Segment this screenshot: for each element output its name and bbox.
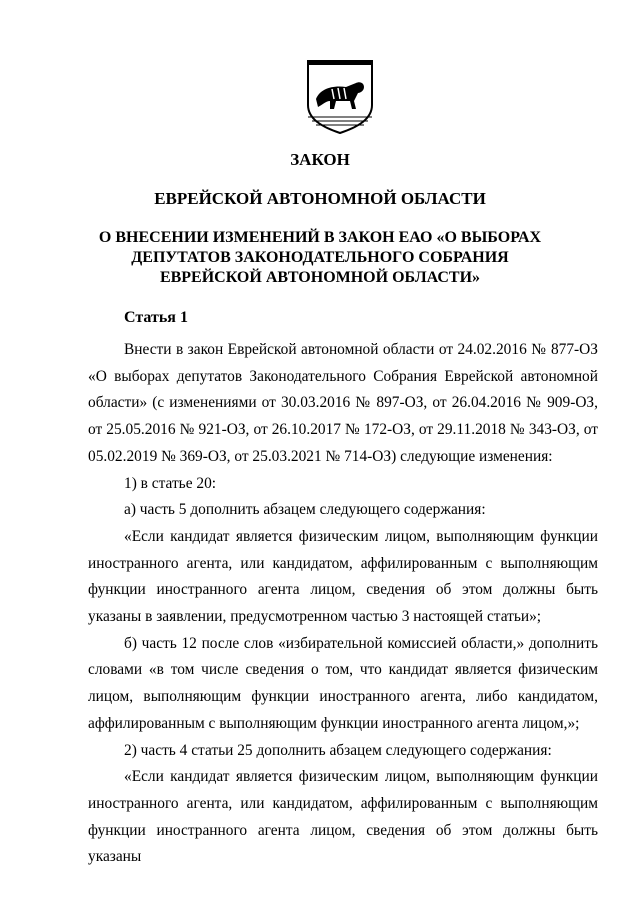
coat-of-arms-tiger-icon (302, 55, 378, 135)
paragraph: а) часть 5 дополнить абзацем следующего содержания: (124, 501, 486, 519)
paragraph: Внести в закон Еврейской автономной области от 24.02.2016 № 877-ОЗ «О выборах депутатов Законодательного Собрания Еврейской автономной области» (с изменениями от 30.03.2016 № 897-ОЗ, от 26.04.2016 № 909-ОЗ, от 25.05.2016 № 921-ОЗ, от 26.10.2017 № 172-ОЗ, от 29.11.2018 № 343-ОЗ, от 05.02.2019 № 369-ОЗ, от 25.03.2021 № 714-ОЗ) следующие изменения: (88, 341, 598, 465)
region-title: ЕВРЕЙСКОЙ АВТОНОМНОЙ ОБЛАСТИ (154, 189, 486, 208)
article-heading: Статья 1 (124, 309, 188, 326)
law-subject (0, 228, 640, 288)
paragraph: 1) в статье 20: (124, 474, 217, 492)
paragraph: «Если кандидат является физическим лицом, выполняющим функции иностранного агента, или кандидатом, аффилированным с выполняющим функции иностранного агента лицом, сведения об этом должны быть указаны (88, 768, 598, 866)
subject-line: ДЕПУТАТОВ ЗАКОНОДАТЕЛЬНОГО СОБРАНИЯ (131, 249, 509, 266)
article-body (88, 337, 598, 871)
subject-line: ЕВРЕЙСКОЙ АВТОНОМНОЙ ОБЛАСТИ» (159, 269, 481, 286)
paragraph: «Если кандидат является физическим лицом, выполняющим функции иностранного агента, или кандидатом, аффилированным с выполняющим функции иностранного агента лицом, сведения об этом должны быть указаны в заявлении, предусмотренном частью 3 настоящей статьи»; (88, 527, 598, 626)
subject-line: О ВНЕСЕНИИ ИЗМЕНЕНИЙ В ЗАКОН ЕАО «О ВЫБОРАХ (98, 229, 542, 246)
document-header (0, 150, 640, 288)
document-type: ЗАКОН (290, 150, 350, 169)
paragraph: 2) часть 4 статьи 25 дополнить абзацем следующего содержания: (124, 741, 552, 759)
paragraph: б) часть 12 после слов «избирательной комиссией области,» дополнить словами «в том числе сведения о том, что кандидат является физическим лицом, выполняющим функции иностранного агента, либо кандидатом, аффилированным с выполняющим функции иностранного агента лицом,»; (88, 634, 598, 732)
